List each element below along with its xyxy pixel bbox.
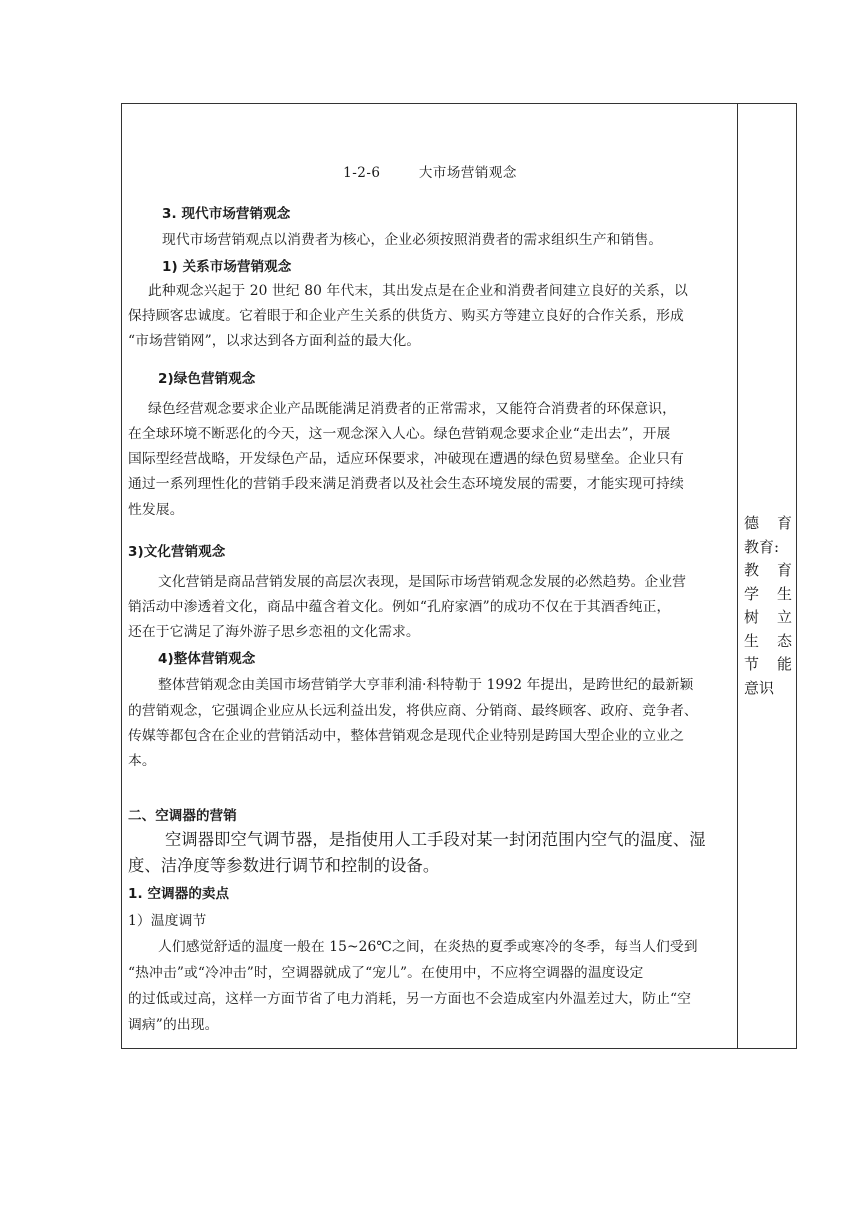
paragraph-line: 人们感觉舒适的温度一般在 15~26℃之间，在炎热的夏季或寒冷的冬季，每当人们受到 [158, 939, 698, 955]
paragraph-line: 还在于它满足了海外游子思乡恋祖的文化需求。 [128, 624, 420, 640]
paragraph-line: 销活动中渗透着文化，商品中蕴含着文化。例如“孔府家酒”的成功不仅在于其酒香纯正， [128, 599, 671, 615]
paragraph-line: 绿色经营观念要求企业产品既能满足消费者的正常需求，又能符合消费者的环保意识， [148, 401, 677, 417]
side-char: 态 [776, 631, 792, 650]
heading-cultural-marketing: 3)文化营销观念 [128, 544, 226, 560]
side-row [744, 583, 792, 607]
paragraph-line: 本。 [128, 753, 156, 769]
heading-holistic-marketing: 4)整体营销观念 [158, 651, 256, 667]
side-row: 教育: [744, 537, 780, 556]
side-char: 立 [776, 608, 792, 626]
paragraph-line: 度、洁净度等参数进行调节和控制的设备。 [128, 856, 440, 875]
side-char: 教 [744, 561, 760, 579]
side-row [744, 559, 792, 583]
paragraph-line: “热冲击”或“冷冲击”时，空调器就成了“宠儿”。在使用中，不应将空调器的温度设定 [128, 965, 644, 981]
paragraph-line: 性发展。 [128, 502, 184, 518]
paragraph-line: 的过低或过高，这样一方面节省了电力消耗，另一方面也不会造成室内外温差过大，防止“空 [128, 991, 692, 1007]
side-row [744, 606, 792, 630]
column-divider [737, 103, 738, 1049]
side-char: 能 [776, 655, 792, 673]
side-row [744, 653, 792, 677]
heading-selling-points: 1. 空调器的卖点 [128, 886, 230, 902]
paragraph-line: 传媒等都包含在企业的营销活动中，整体营销观念是现代企业特别是跨国大型企业的立业之 [128, 728, 684, 744]
side-char: 节 [744, 655, 760, 673]
page-title: 1-2-6 大市场营销观念 [343, 165, 517, 181]
heading-modern-marketing: 3. 现代市场营销观念 [162, 206, 291, 222]
side-row [744, 512, 792, 536]
paragraph-line: 在全球环境不断恶化的今天，这一观念深入人心。绿色营销观念要求企业“走出去”，开展 [128, 426, 671, 442]
paragraph-line: 调病”的出现。 [128, 1017, 219, 1033]
side-char: 德 [744, 514, 760, 532]
subheading-temperature: 1）温度调节 [128, 913, 207, 929]
paragraph-line: 的营销观念，它强调企业应从长远利益出发，将供应商、分销商、最终顾客、政府、竞争者、 [128, 703, 698, 719]
paragraph-line: 通过一系列理性化的营销手段来满足消费者以及社会生态环境发展的需要，才能实现可持续 [128, 476, 684, 492]
paragraph-line: 文化营销是商品营销发展的高层次表现，是国际市场营销观念发展的必然趋势。企业营 [158, 574, 687, 590]
side-row [744, 630, 792, 654]
side-char: 生 [744, 631, 760, 650]
paragraph-line: 空调器即空气调节器，是指使用人工手段对某一封闭范围内空气的温度、湿 [165, 830, 706, 849]
heading-relationship-marketing: 1) 关系市场营销观念 [162, 259, 292, 275]
heading-green-marketing: 2)绿色营销观念 [158, 371, 256, 387]
paragraph-line: 国际型经营战略，开发绿色产品，适应环保要求，冲破现在遭遇的绿色贸易壁垒。企业只有 [128, 451, 684, 467]
paragraph-line: 整体营销观念由美国市场营销学大亨菲利浦·科特勒于 1992 年提出，是跨世纪的最新颖 [158, 677, 694, 693]
side-char: 育 [776, 561, 792, 579]
paragraph-line: “市场营销网”，以求达到各方面利益的最大化。 [128, 333, 421, 349]
side-row: 意识 [744, 678, 775, 697]
paragraph-line: 此种观念兴起于 20 世纪 80 年代末，其出发点是在企业和消费者间建立良好的关系，以 [148, 283, 688, 299]
side-char: 生 [776, 584, 792, 603]
side-char: 育 [776, 514, 792, 532]
paragraph-line: 现代市场营销观点以消费者为核心，企业必须按照消费者的需求组织生产和销售。 [162, 232, 663, 248]
moral-education-note [744, 512, 792, 700]
side-char: 树 [744, 608, 760, 626]
paragraph-line: 保持顾客忠诚度。它着眼于和企业产生关系的供货方、购买方等建立良好的合作关系，形成 [128, 308, 684, 324]
heading-air-conditioner-marketing: 二、空调器的营销 [128, 808, 237, 824]
side-char: 学 [744, 584, 760, 603]
